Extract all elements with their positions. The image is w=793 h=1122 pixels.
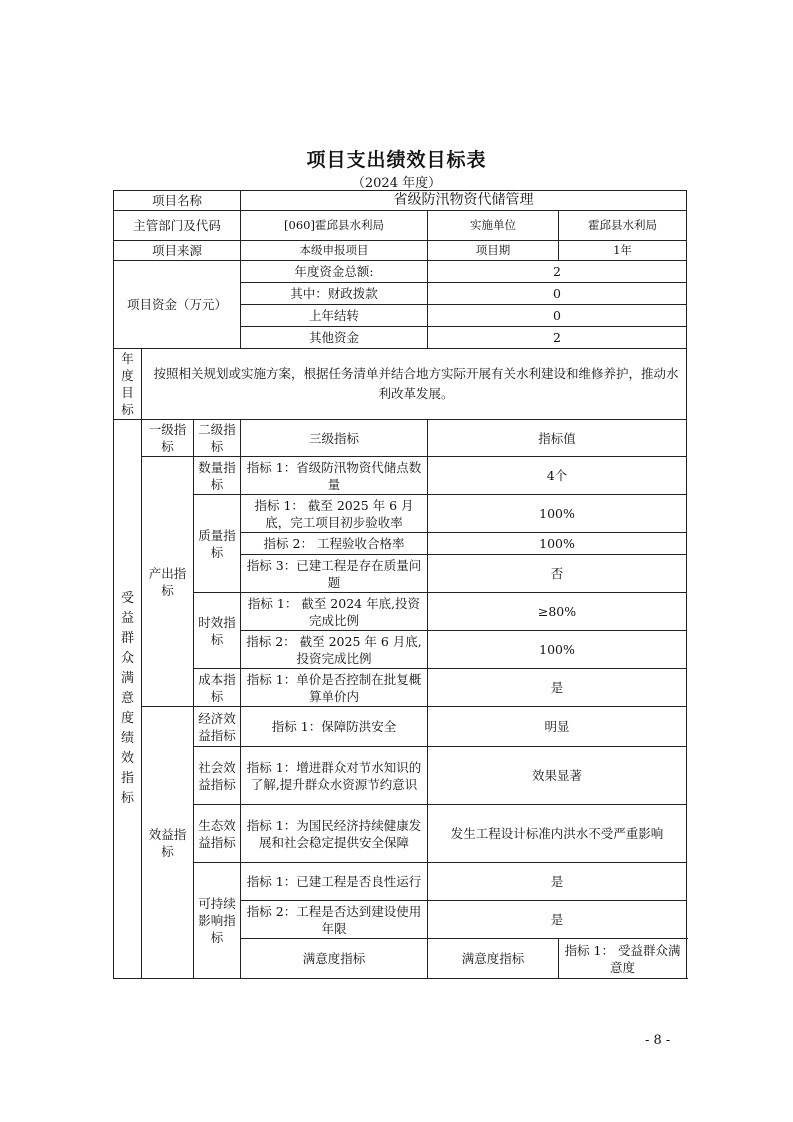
funds-carryover-value: 0 (428, 305, 687, 327)
annual-goal-text: 按照相关规划或实施方案，根据任务清单并结合地方实际开展有关水利建设和维修养护，推动水利改革发展。 (142, 349, 687, 420)
year-label: （2024 年度） (351, 176, 442, 191)
annual-goal-row (114, 349, 687, 420)
project-name-value: 省级防汛物资代储管理 (241, 191, 687, 211)
satisfaction-level1-cell: 满意度指标 (241, 939, 428, 979)
indicator-value: 发生工程设计标准内洪水不受严重影响 (428, 805, 687, 863)
indicator-text: 指标 1：单价是否控制在批复概算单价内 (241, 669, 428, 707)
indicator-text: 指标 1：为国民经济持续健康发展和社会稳定提供安全保障 (241, 805, 428, 863)
indicator-value: 是 (428, 669, 687, 707)
value-header: 指标值 (428, 420, 687, 457)
page-number: - 8 - (645, 1033, 671, 1048)
table-row (114, 593, 687, 631)
department-label: 主管部门及代码 (114, 211, 241, 241)
satisfaction-indicator-label: 满意度指标 (428, 939, 559, 979)
indicator-text: 指标 1：增进群众对节水知识的了解,提升群众水资源节约意识 (241, 747, 428, 805)
indicator-value: 100% (428, 495, 687, 533)
indicator-text: 指标 1：保障防洪安全 (241, 707, 428, 747)
funds-fiscal-label: 其中：财政拨款 (241, 283, 428, 305)
indicator-text: 指标 1：已建工程是否良性运行 (241, 863, 428, 901)
indicator-value: 否 (428, 555, 687, 593)
performance-target-table (113, 190, 687, 979)
table-row (114, 747, 687, 805)
department-value: [060]霍邱县水利局 (241, 211, 428, 241)
indicator-text: 指标 1： 受益群众满意度 (559, 939, 687, 979)
output-indicator-label: 产出指标 (142, 457, 194, 707)
funds-fiscal-value: 0 (428, 283, 687, 305)
project-name-label: 项目名称 (114, 191, 241, 211)
indicator-value: 明显 (428, 707, 687, 747)
table-row (114, 863, 687, 901)
economic-indicator-label: 经济效益指标 (194, 707, 241, 747)
indicator-text: 指标 2： 工程验收合格率 (241, 533, 428, 555)
quantity-indicator-label: 数量指标 (194, 457, 241, 495)
level2-header: 二级指标 (194, 420, 241, 457)
indicator-text: 指标 1：省级防汛物资代储点数量 (241, 457, 428, 495)
page-title: 项目支出绩效目标表 (306, 149, 487, 171)
implementing-unit-label: 实施单位 (428, 211, 559, 241)
level3-header: 三级指标 (241, 420, 428, 457)
indicator-header-row (114, 420, 687, 457)
table-row (114, 495, 687, 533)
level1-header: 一级指标 (142, 420, 194, 457)
indicator-value: ≥80% (428, 593, 687, 631)
funds-total-value: 2 (428, 261, 687, 283)
cost-indicator-label: 成本指标 (194, 669, 241, 707)
funds-total-label: 年度资金总额: (241, 261, 428, 283)
indicator-value: 100% (428, 631, 687, 669)
social-indicator-label: 社会效益指标 (194, 747, 241, 805)
department-row (114, 211, 687, 241)
funds-other-value: 2 (428, 327, 687, 349)
table-row (114, 669, 687, 707)
funds-carryover-label: 上年结转 (241, 305, 428, 327)
indicator-text: 指标 2： 截至 2025 年 6 月底,投资完成比例 (241, 631, 428, 669)
project-source-label: 项目来源 (114, 241, 241, 261)
indicator-value: 是 (428, 863, 687, 901)
ecological-indicator-label: 生态效益指标 (194, 805, 241, 863)
funds-label: 项目资金（万元） (114, 261, 241, 349)
indicator-value: 效果显著 (428, 747, 687, 805)
project-period-label: 项目期 (428, 241, 559, 261)
funds-row (114, 261, 687, 283)
indicator-text: 指标 3：已建工程是存在质量问题 (241, 555, 428, 593)
beneficiary-side-label: 受益群众满意度绩效指标 (114, 420, 142, 979)
quality-indicator-label: 质量指标 (194, 495, 241, 593)
project-period-value: 1年 (559, 241, 687, 261)
project-name-row (114, 191, 687, 211)
sustainable-indicator-label: 可持续影响指标 (194, 863, 241, 979)
indicator-value: 4个 (428, 457, 687, 495)
table-row (114, 457, 687, 495)
funds-other-label: 其他资金 (241, 327, 428, 349)
indicator-text: 指标 2：工程是否达到建设使用年限 (241, 901, 428, 939)
indicator-text: 指标 1： 截至 2025 年 6 月底，完工项目初步验收率 (241, 495, 428, 533)
project-source-row (114, 241, 687, 261)
indicator-value: 是 (428, 901, 687, 939)
benefit-indicator-label: 效益指标 (142, 707, 194, 979)
table-row (114, 805, 687, 863)
project-source-value: 本级申报项目 (241, 241, 428, 261)
indicator-value: 100% (428, 533, 687, 555)
implementing-unit-value: 霍邱县水利局 (559, 211, 687, 241)
indicator-text: 指标 1： 截至 2024 年底,投资完成比例 (241, 593, 428, 631)
table-row (114, 707, 687, 747)
timeliness-indicator-label: 时效指标 (194, 593, 241, 669)
annual-goal-label: 年度目标 (114, 349, 142, 420)
